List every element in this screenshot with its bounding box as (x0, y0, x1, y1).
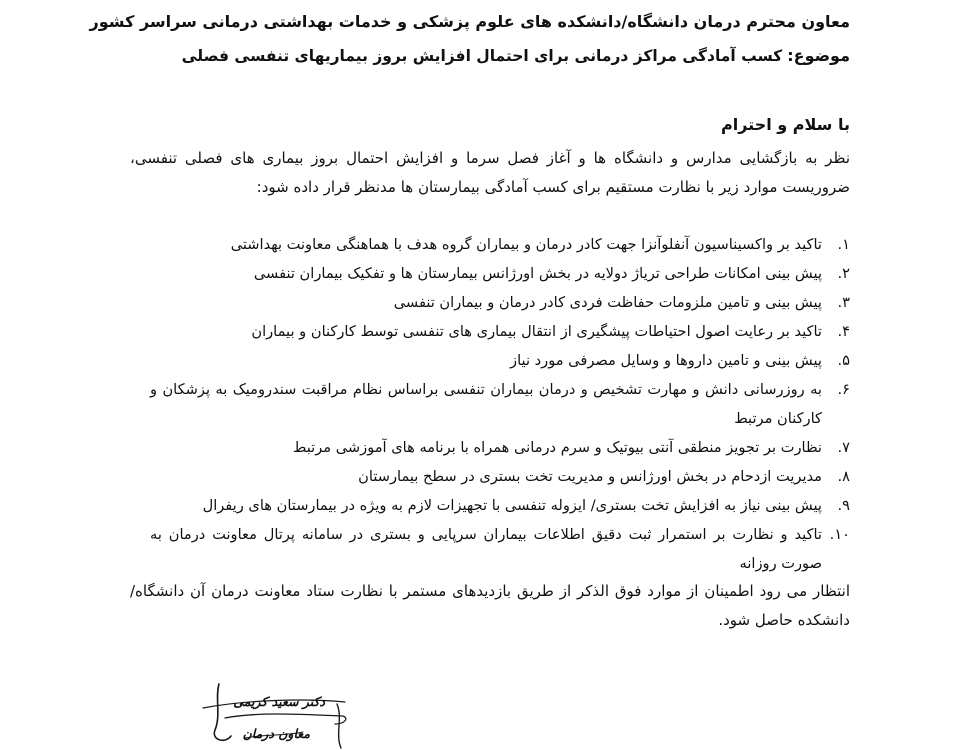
greeting: با سلام و احترام (721, 115, 850, 134)
list-item (150, 462, 850, 491)
list-item-number: ۷. (837, 439, 850, 456)
closing-paragraph: انتظار می رود اطمینان از موارد فوق الذکر از طریق بازدیدهای مستمر با نظارت ستاد معاونت درمان آن دانشگاه/دانشکده حاصل شود. (130, 582, 850, 629)
list-item (150, 433, 850, 462)
list-item-text: تاکید و نظارت بر استمرار ثبت دقیق اطلاعات بیماران سرپایی و بستری در سامانه پرتال معاونت درمان به صورت روزانه (150, 526, 822, 572)
list-item-text: به روزرسانی دانش و مهارت تشخیص و درمان بیماران تنفسی براساس نظام مراقبت سندرومیک به پزشکان و کارکنان مرتبط (150, 381, 822, 427)
intro-paragraph: نظر به بازگشایی مدارس و دانشگاه ها و آغاز فصل سرما و افزایش احتمال بروز بیماری های فصلی تنفسی، ضروریست موارد زیر با نظارت مستقیم برای کسب آمادگی بیمارستان ها مدنظر قرار داده شود: (130, 149, 850, 196)
list-item-number: ۶. (837, 381, 850, 398)
list-item-number: ۲. (837, 265, 850, 282)
list-item (150, 520, 850, 578)
list-item-text: مدیریت ازدحام در بخش اورژانس و مدیریت تخت بستری در سطح بیمارستان (358, 468, 822, 485)
list-item-text: پیش بینی امکانات طراحی تریاژ دولایه در بخش اورژانس بیمارستان ها و تفکیک بیماران تنفسی (253, 265, 822, 282)
list-item-text: پیش بینی و تامین داروها و وسایل مصرفی مورد نیاز (510, 352, 822, 369)
list-item (150, 375, 850, 433)
letter-addressee: معاون محترم درمان دانشگاه/دانشکده های علوم پزشکی و خدمات بهداشتی درمانی سراسر کشور (89, 12, 850, 31)
list-item (150, 288, 850, 317)
signatory-name: دکتر سعید کریمی (233, 694, 325, 709)
list-item-text: تاکید بر رعایت اصول احتیاطات پیشگیری از انتقال بیماری های تنفسی توسط کارکنان و بیماران (251, 323, 822, 340)
list-item-number: ۸. (837, 468, 850, 485)
list-item (150, 230, 850, 259)
list-item-number: ۱. (837, 236, 850, 253)
list-item-text: تاکید بر واکسیناسیون آنفلوآنزا جهت کادر درمان و بیماران گروه هدف با هماهنگی معاونت بهداشتی (230, 236, 822, 253)
list-item (150, 317, 850, 346)
letter-subject (90, 44, 850, 68)
subject-text: کسب آمادگی مراکز درمانی برای احتمال افزایش بروز بیماریهای تنفسی فصلی (181, 47, 783, 65)
list-item (150, 491, 850, 520)
list-item (150, 259, 850, 288)
list-item (150, 346, 850, 375)
subject-label: موضوع: (787, 46, 850, 65)
list-item-text: نظارت بر تجویز منطقی آنتی بیوتیک و سرم درمانی همراه با برنامه های آموزشی مرتبط (292, 439, 822, 456)
list-item-text: پیش بینی و تامین ملزومات حفاظت فردی کادر درمان و بیماران تنفسی (393, 294, 822, 311)
list-item-number: ۴. (837, 323, 850, 340)
list-item-number: ۹. (837, 497, 850, 514)
list-item-text: پیش بینی نیاز به افزایش تخت بستری/ ایزوله تنفسی با تجهیزات لازم به ویژه در بیمارستان های ریفرال (202, 497, 822, 514)
list-item-number: ۳. (837, 294, 850, 311)
signature-block (185, 678, 355, 750)
signatory-title: معاون درمان (242, 726, 310, 741)
list-item-number: ۱۰. (829, 526, 850, 543)
requirements-list (150, 230, 850, 578)
list-item-number: ۵. (837, 352, 850, 369)
